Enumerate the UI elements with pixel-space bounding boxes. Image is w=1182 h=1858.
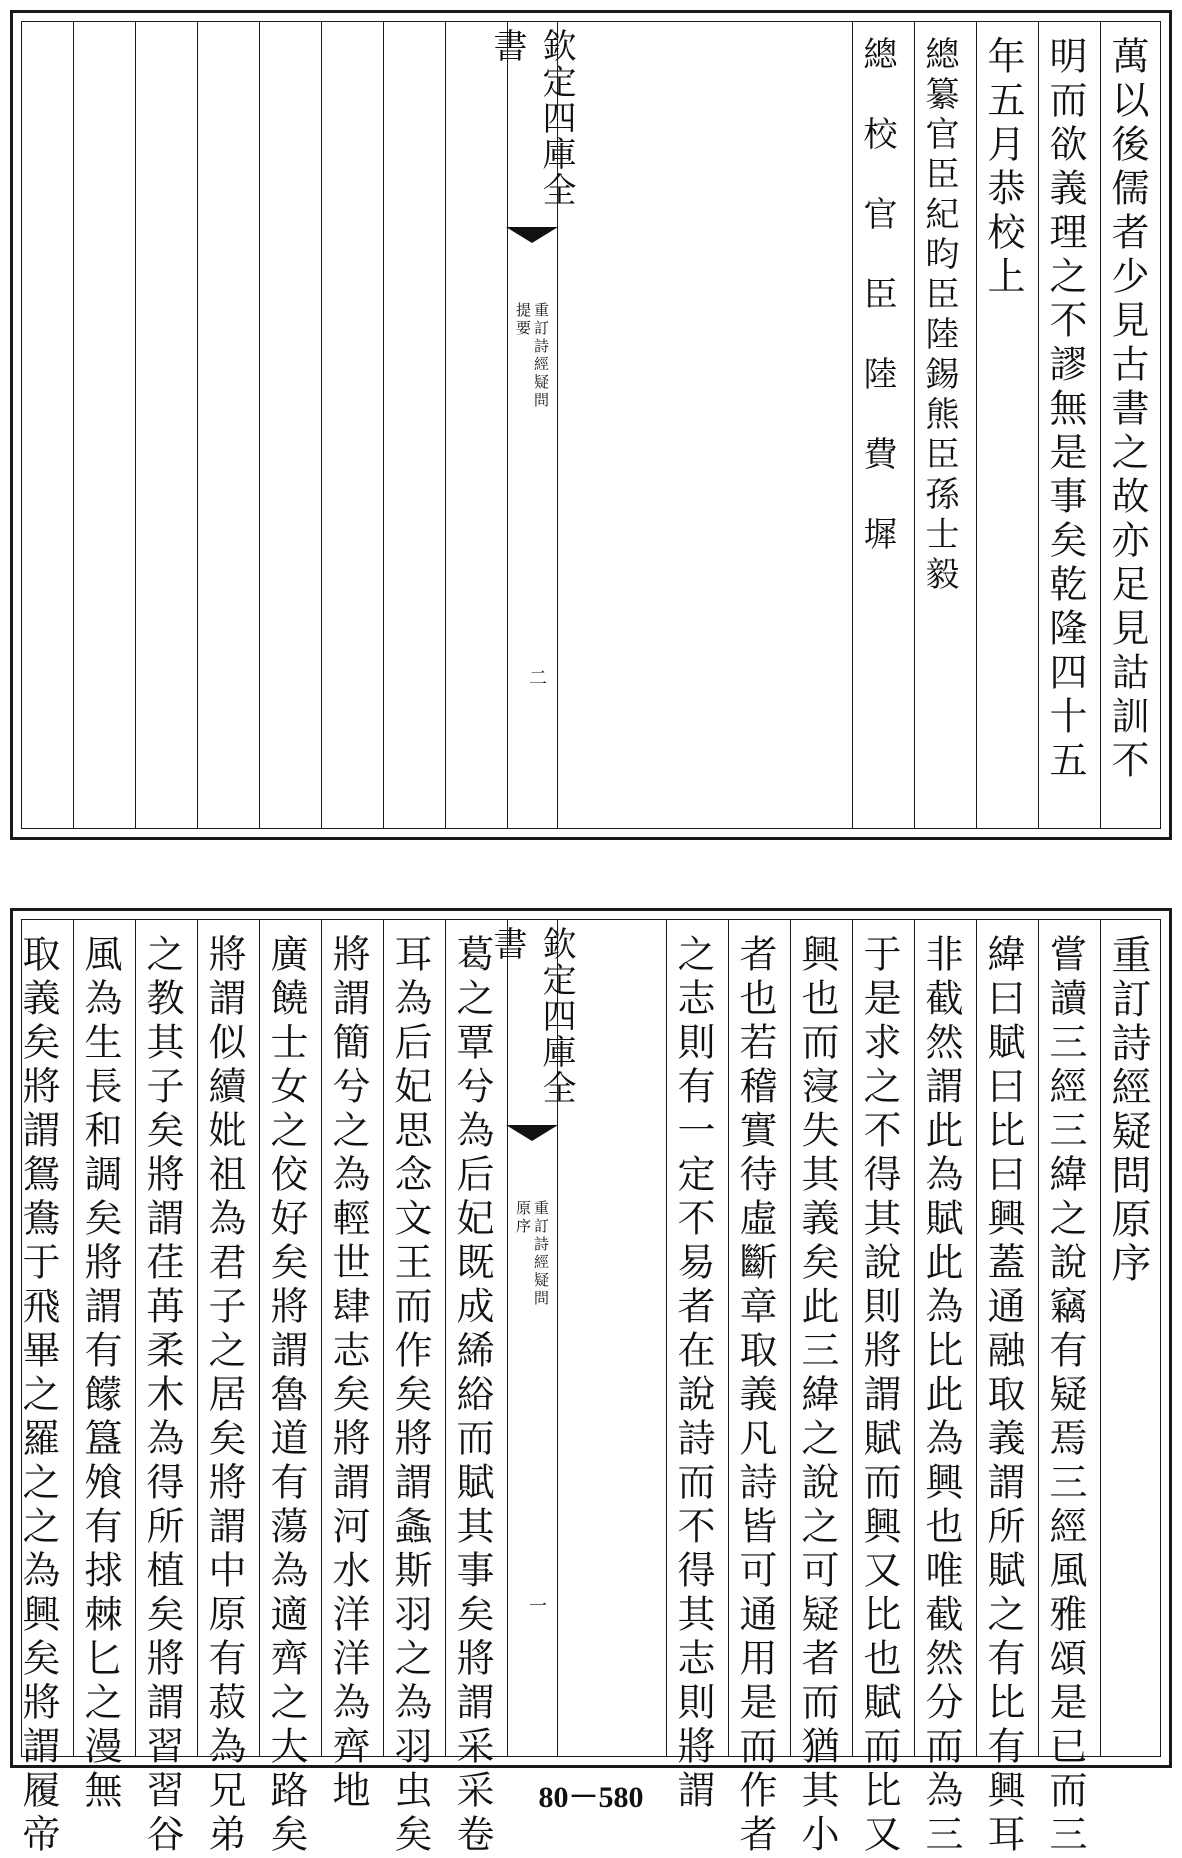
gutter-page-number: 二 bbox=[526, 668, 547, 686]
text-column-5: 興也而寖失其義矣此三緯之說之可疑者而猶其小 bbox=[795, 934, 839, 1858]
gutter-book-name: 重訂詩經疑問 bbox=[532, 302, 550, 410]
column-rule bbox=[135, 920, 136, 1756]
text-column-left-2: 耳為后妃思念文王而作矣將謂螽斯羽之為羽虫矣 bbox=[388, 934, 432, 1858]
fishtail-mark bbox=[513, 1125, 551, 1153]
text-column-left-1: 葛之覃兮為后妃既成絺綌而賦其事矣將謂采采卷 bbox=[450, 934, 494, 1858]
column-rule bbox=[914, 920, 915, 1756]
column-rule bbox=[852, 920, 853, 1756]
text-column-1: 嘗讀三經三緯之說竊有疑焉三經風雅頌是已而三 bbox=[1043, 934, 1087, 1858]
gutter-section: 提要 bbox=[514, 302, 532, 338]
fishtail-mark bbox=[513, 227, 551, 255]
gutter-section: 原序 bbox=[514, 1200, 532, 1236]
column-rule bbox=[852, 22, 853, 828]
column-rule bbox=[507, 920, 508, 1756]
column-rule bbox=[445, 22, 446, 828]
column-rule bbox=[197, 22, 198, 828]
column-rule bbox=[445, 920, 446, 1756]
gutter-book-title: 欽定四庫全書 bbox=[487, 28, 576, 208]
text-column-left-4: 廣饒士女之佼好矣將謂魯道有蕩為適齊之大路矣 bbox=[264, 934, 308, 1858]
column-rule bbox=[321, 22, 322, 828]
fold-gutter bbox=[487, 920, 576, 1756]
gutter-book-name: 重訂詩經疑問 bbox=[532, 1200, 550, 1308]
column-rule bbox=[1038, 920, 1039, 1756]
column-rule bbox=[1100, 22, 1101, 828]
text-column-7: 之志則有一定不易者在說詩而不得其志則將謂 bbox=[671, 934, 715, 1814]
column-rule bbox=[976, 22, 977, 828]
heading-title: 重訂詩經疑問原序 bbox=[1105, 934, 1151, 1286]
column-rule bbox=[1100, 920, 1101, 1756]
text-column-6: 者也若稽實待虛斷章取義凡詩皆可通用是而作者 bbox=[733, 934, 777, 1858]
text-column-3: 非截然謂此為賦此為比此為興也唯截然分而為三 bbox=[919, 934, 963, 1858]
column-rule bbox=[135, 22, 136, 828]
column-rule bbox=[790, 920, 791, 1756]
column-rule bbox=[383, 22, 384, 828]
column-rule bbox=[976, 920, 977, 1756]
text-column-1: 萬以後儒者少見古書之故亦足見詁訓不 bbox=[1105, 36, 1149, 784]
text-column-left-6: 之教其子矣將謂荏苒柔木為得所植矣將謂習習谷 bbox=[140, 934, 184, 1858]
column-rule bbox=[321, 920, 322, 1756]
column-rule bbox=[666, 920, 667, 1756]
text-column-left-8: 取義矣將謂鴛鴦于飛畢之羅之之為興矣將謂履帝 bbox=[16, 934, 60, 1858]
gutter-page-number: 一 bbox=[526, 1596, 547, 1614]
column-rule bbox=[1038, 22, 1039, 828]
text-column-4: 總纂官臣紀昀臣陸錫熊臣孫士毅 bbox=[919, 36, 959, 596]
column-rule bbox=[383, 920, 384, 1756]
fold-gutter bbox=[487, 22, 576, 828]
top-page-frame bbox=[21, 21, 1161, 829]
text-column-2: 緯曰賦曰比曰興蓋通融取義謂所賦之有比有興耳 bbox=[981, 934, 1025, 1858]
text-column-3: 年五月恭校上 bbox=[981, 36, 1025, 300]
text-column-2: 明而欲義理之不謬無是事矣乾隆四十五 bbox=[1043, 36, 1087, 784]
column-rule bbox=[197, 920, 198, 1756]
text-column-4: 于是求之不得其說則將謂賦而興又比也賦而比又 bbox=[857, 934, 901, 1858]
column-rule bbox=[259, 920, 260, 1756]
top-page bbox=[10, 10, 1172, 840]
page-footer-number: 80－580 bbox=[538, 1781, 644, 1814]
text-column-left-7: 風為生長和調矣將謂有饛簋飧有捄棘匕之漫無 bbox=[78, 934, 122, 1814]
column-rule bbox=[914, 22, 915, 828]
gutter-book-title: 欽定四庫全書 bbox=[487, 926, 576, 1106]
column-rule bbox=[259, 22, 260, 828]
text-column-left-3: 將謂簡兮之為輕世肆志矣將謂河水洋洋為齊地 bbox=[326, 934, 370, 1814]
column-rule bbox=[73, 920, 74, 1756]
text-column-5: 總 校 官 臣 陸 費 墀 bbox=[857, 36, 897, 556]
column-rule bbox=[73, 22, 74, 828]
column-rule bbox=[728, 920, 729, 1756]
text-column-left-5: 將謂似續妣祖為君子之居矣將謂中原有菽為兄弟 bbox=[202, 934, 246, 1858]
